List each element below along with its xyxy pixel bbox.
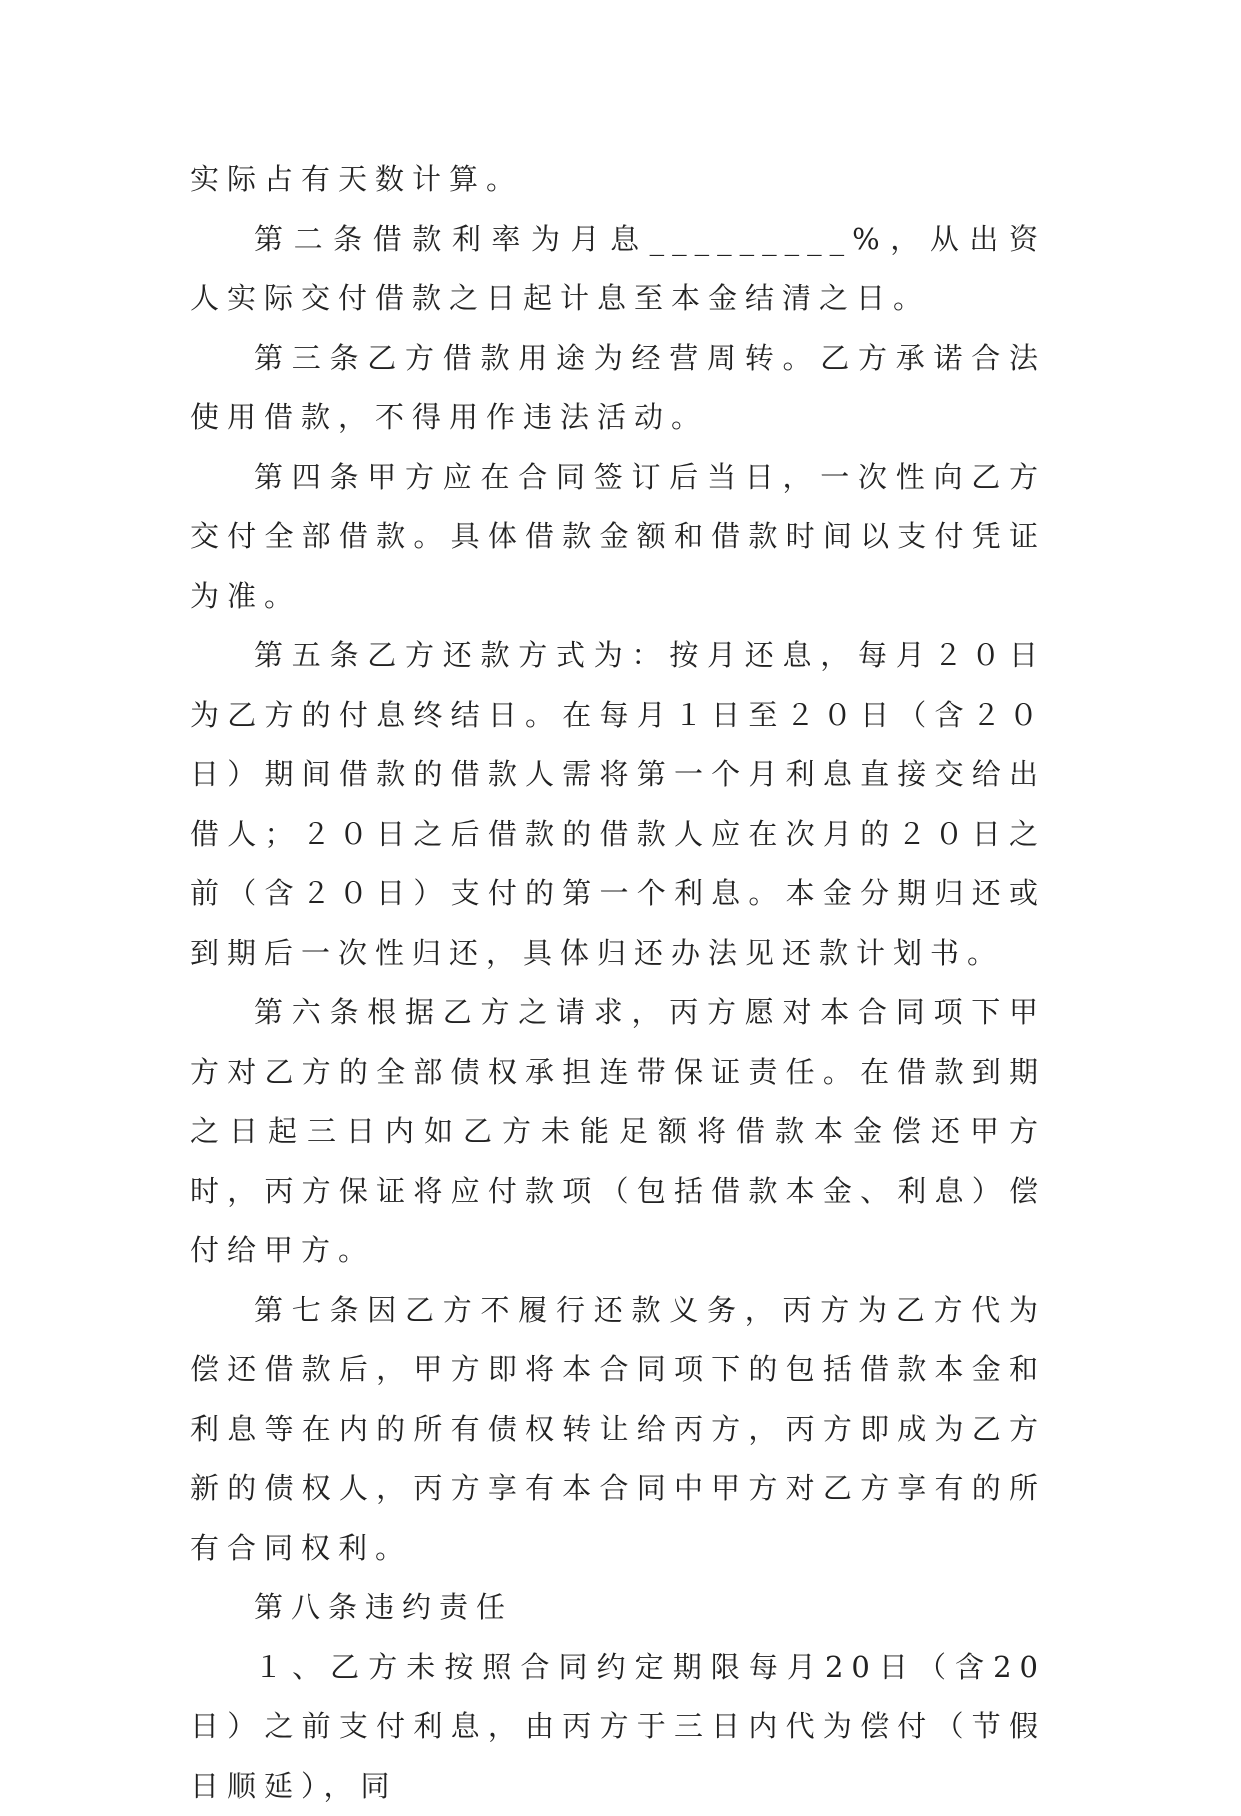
paragraph-article-7: 第七条因乙方不履行还款义务，丙方为乙方代为偿还借款后，甲方即将本合同项下的包括借款本金和利息等在内的所有债权转让给丙方，丙方即成为乙方新的债权人，丙方享有本合同中甲方对乙方享有的所有合同权利。 <box>190 1281 1046 1579</box>
paragraph-article-4: 第四条甲方应在合同签订后当日，一次性向乙方交付全部借款。具体借款金额和借款时间以支付凭证为准。 <box>190 448 1046 627</box>
paragraph-article-3: 第三条乙方借款用途为经营周转。乙方承诺合法使用借款，不得用作违法活动。 <box>190 329 1046 448</box>
paragraph-article-6: 第六条根据乙方之请求，丙方愿对本合同项下甲方对乙方的全部债权承担连带保证责任。在借款到期之日起三日内如乙方未能足额将借款本金偿还甲方时，丙方保证将应付款项（包括借款本金、利息）偿付给甲方。 <box>190 983 1046 1281</box>
paragraph-article-8-item-1: １、乙方未按照合同约定期限每月20日（含20日）之前支付利息，由丙方于三日内代为偿付（节假日顺延），同 <box>190 1638 1046 1816</box>
paragraph-article-8-heading: 第八条违约责任 <box>190 1578 1046 1638</box>
document-body <box>190 150 1046 1816</box>
paragraph-article-5: 第五条乙方还款方式为：按月还息，每月２０日为乙方的付息终结日。在每月１日至２０日（含２０日）期间借款的借款人需将第一个月利息直接交给出借人；２０日之后借款的借款人应在次月的２０日之前（含２０日）支付的第一个利息。本金分期归还或到期后一次性归还，具体归还办法见还款计划书。 <box>190 626 1046 983</box>
paragraph-article-2: 第二条借款利率为月息_________%，从出资人实际交付借款之日起计息至本金结清之日。 <box>190 210 1046 329</box>
paragraph-p0: 实际占有天数计算。 <box>190 150 1046 210</box>
